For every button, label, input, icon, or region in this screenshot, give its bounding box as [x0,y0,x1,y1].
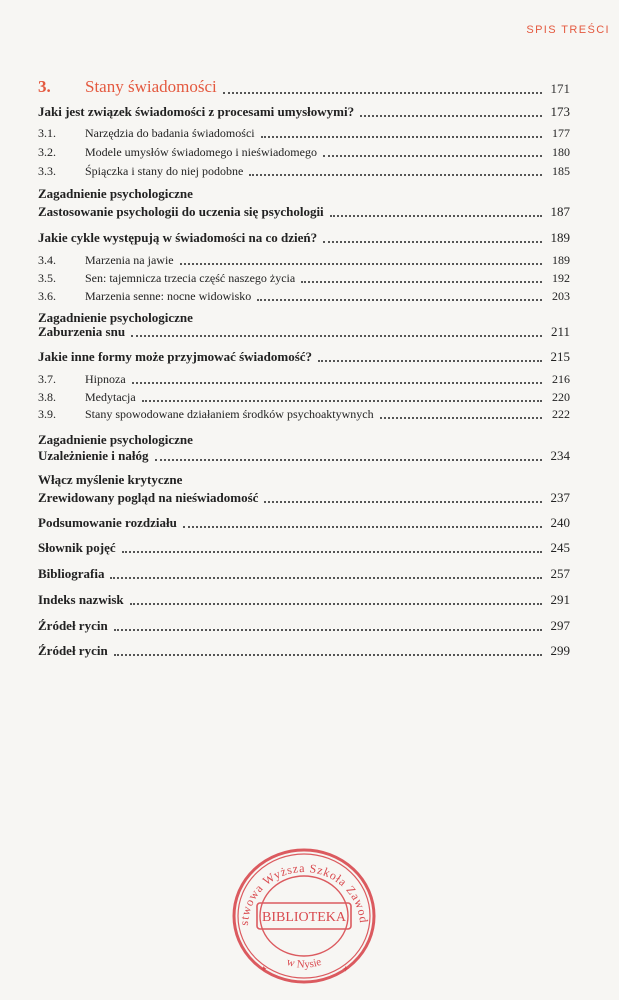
toc-entry-page: 215 [550,349,570,364]
toc-entry[interactable] [38,164,570,179]
toc-entry-page: 180 [552,145,570,159]
toc-entry[interactable] [38,566,570,582]
toc-entry-title: Zrewidowany pogląd na nieświadomość [38,490,259,505]
dot-leader [183,526,542,528]
chapter-title: Stany świadomości [85,77,217,96]
toc-entry-title: Modele umysłów świadomego i nieświadomego [85,145,317,159]
toc-entry-page: 299 [550,643,570,658]
toc-entry-page: 189 [552,253,570,267]
dot-leader [323,241,542,243]
toc-entry[interactable] [38,407,570,422]
toc-entry[interactable] [38,372,570,387]
toc-entry-page: 257 [550,566,570,581]
dot-leader [142,400,542,402]
toc-entry-number: 3.3. [38,164,56,178]
toc-entry[interactable] [38,540,570,556]
toc-entry-title: Zagadnienie psychologiczne [38,310,193,325]
toc-entry-page: 185 [552,164,570,178]
toc-entry-title: Zagadnienie psychologiczne [38,432,193,447]
toc-entry-title: Narzędzia do badania świadomości [85,126,255,140]
dot-leader [301,281,542,283]
toc-entry-page: 245 [550,540,570,555]
toc-entry[interactable] [38,643,570,659]
toc-entry-page: 234 [550,448,570,463]
dot-leader [130,603,542,605]
running-header: SPIS TREŚCI [526,24,610,36]
toc-entry-title: Bibliografia [38,566,105,581]
toc-entry-page: 211 [550,324,570,339]
toc-section-heading [38,432,570,448]
toc-entry[interactable] [38,448,570,464]
toc-entry-title: Zastosowanie psychologii do uczenia się psychologii [38,204,324,219]
toc-entry[interactable] [38,390,570,405]
toc-entry-title: Uzależnienie i nałóg [38,448,149,463]
toc-entry-page: 222 [552,407,570,421]
toc-entry-page: 240 [550,515,570,530]
toc-entry-title: Sen: tajemnicza trzecia część naszego życia [85,271,296,285]
toc-entry-number: 3.2. [38,145,56,159]
dot-leader [360,115,542,117]
dot-leader [323,155,542,157]
stamp-star-right: ✦ [342,964,350,974]
chapter-page: 171 [550,81,570,96]
toc-entry-title: Hipnoza [85,372,126,386]
stamp-seal-icon [230,846,378,986]
toc-entry[interactable] [38,126,570,141]
toc-entry[interactable] [38,289,570,304]
dot-leader [257,299,542,301]
toc-entry[interactable] [38,349,570,365]
toc-entry[interactable] [38,490,570,506]
dot-leader [114,629,542,631]
toc-entry-title: Jakie cykle występują w świadomości na co dzień? [38,230,318,245]
dot-leader [114,654,542,656]
toc-entry[interactable] [38,515,570,531]
toc-entry-page: 173 [550,104,570,119]
toc-entry-page: 220 [552,390,570,404]
dot-leader [330,215,542,217]
toc-entry-title: Indeks nazwisk [38,592,124,607]
dot-leader [223,92,542,94]
toc-entry-page: 203 [552,289,570,303]
toc-entry[interactable] [38,230,570,246]
toc-entry-number: 3.4. [38,253,56,267]
toc-entry-title: Marzenia na jawie [85,253,174,267]
toc-entry-page: 192 [552,271,570,285]
dot-leader [122,551,542,553]
toc-entry[interactable] [38,271,570,286]
toc-entry[interactable] [38,204,570,220]
toc-entry[interactable] [38,253,570,268]
stamp-center-text: BIBLIOTEKA [262,910,346,925]
toc-entry-title: Włącz myślenie krytyczne [38,472,183,487]
toc-entry-page: 216 [552,372,570,386]
toc-entry-number: 3.8. [38,390,56,404]
toc-entry-number: 3.5. [38,271,56,285]
toc-entry[interactable] [38,104,570,120]
toc-entry[interactable] [38,145,570,160]
dot-leader [261,136,542,138]
library-stamp [230,846,378,986]
dot-leader [155,459,543,461]
toc-entry-page: 189 [550,230,570,245]
toc-entry-title: Słownik pojęć [38,540,116,555]
dot-leader [132,382,542,384]
dot-leader [380,417,542,419]
toc-entry-page: 187 [550,204,570,219]
toc-entry-page: 237 [550,490,570,505]
stamp-star-left: ✦ [260,964,268,974]
toc-entry-page: 297 [550,618,570,633]
toc-entry-number: 3.9. [38,407,56,421]
toc-section-heading [38,186,570,202]
toc-entry-number: 3.7. [38,372,56,386]
toc-entry-title: Zaburzenia snu [38,324,126,339]
toc-entry-number: 3.1. [38,126,56,140]
toc-entry-number: 3.6. [38,289,56,303]
toc-entry-title: Zagadnienie psychologiczne [38,186,193,201]
toc-entry-title: Źródeł rycin [38,618,108,633]
toc-entry-title: Śpiączka i stany do niej podobne [85,164,244,178]
chapter-number: 3. [38,77,51,96]
toc-entry-title: Jakie inne formy może przyjmować świadomość? [38,349,313,364]
stamp-outer-text: stwowa Wyższa Szkoła Zawod [236,860,371,926]
dot-leader [264,501,542,503]
dot-leader [249,174,542,176]
toc-entry-title: Jaki jest związek świadomości z procesami umysłowymi? [38,104,355,119]
toc-entry-page: 177 [552,126,570,140]
dot-leader [180,263,542,265]
toc-entry-title: Stany spowodowane działaniem środków psychoaktywnych [85,407,374,421]
toc-section-heading [38,472,570,488]
toc-entry-title: Źródeł rycin [38,643,108,658]
toc-entry-page: 291 [550,592,570,607]
dot-leader [131,335,542,337]
toc-entry-title: Marzenia senne: nocne widowisko [85,289,252,303]
toc-entry-title: Medytacja [85,390,136,404]
toc-entry[interactable] [38,592,570,608]
dot-leader [110,577,542,579]
toc-entry-title: Podsumowanie rozdziału [38,515,177,530]
toc-chapter-heading[interactable] [38,77,570,97]
dot-leader [318,360,542,362]
stamp-bottom-text: w Nysie [285,955,323,971]
toc-entry[interactable] [38,618,570,634]
toc-entry[interactable] [38,324,570,340]
